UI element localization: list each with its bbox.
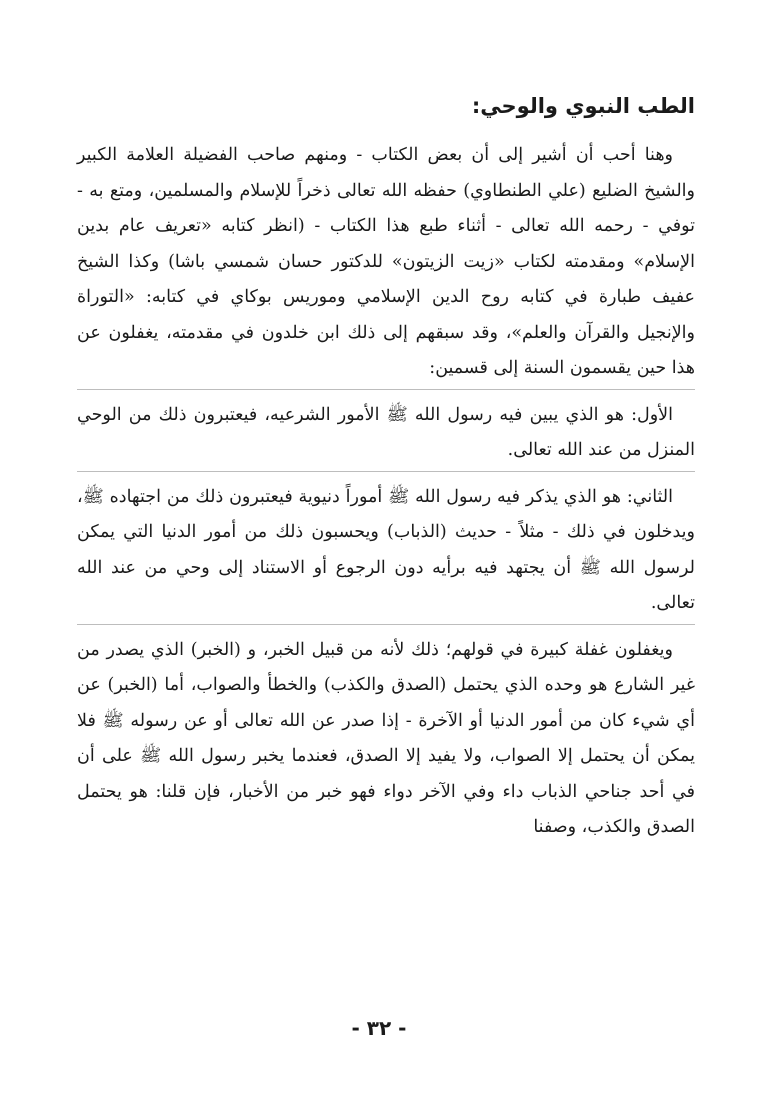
section-divider (77, 389, 695, 390)
rebuttal-paragraph: ويغفلون غفلة كبيرة في قولهم؛ ذلك لأنه من قبيل الخبر، و (الخبر) الذي يصدر من غير الشارع هو وحده الذي يحتمل (الصدق والكذب) والخطأ والصواب، أما (الخبر) عن أي شيء كان من أمور الدنيا أو الآخرة - إذا صدر عن الله تعالى أو عن رسوله ﷺ فلا يمكن أن يحتمل إلا الصواب، ولا يفيد إلا الصدق، فعندما يخبر رسول الله ﷺ على أن في أحد جناحي الذباب داء وفي الآخر دواء فهو خبر من الأخبار، فإن قلنا: هو يحتمل الصدق والكذب، وصفنا (77, 639, 695, 837)
page-number: - ٣٢ - (351, 1016, 407, 1040)
section-divider (77, 624, 695, 625)
section-heading: الطب النبوي والوحي: (471, 94, 695, 118)
section-divider (77, 471, 695, 472)
page-body (77, 88, 695, 846)
second-category-paragraph: الثاني: هو الذي يذكر فيه رسول الله ﷺ أموراً دنيوية فيعتبرون ذلك من اجتهاده ﷺ، ويدخلون في ذلك - مثلاً - حديث (الذباب) ويحسبون ذلك من أمور الدنيا التي يمكن لرسول الله ﷺ أن يجتهد فيه برأيه دون الرجوع أو الاستناد إلى وحي من عند الله تعالى. (77, 486, 695, 613)
first-category-paragraph: الأول: هو الذي يبين فيه رسول الله ﷺ الأمور الشرعيه، فيعتبرون ذلك من الوحي المنزل من عند الله تعالى. (77, 404, 695, 460)
intro-paragraph: وهنا أحب أن أشير إلى أن بعض الكتاب - ومنهم صاحب الفضيلة العلامة الكبير والشيخ الضليع (علي الطنطاوي) حفظه الله تعالى ذخراً للإسلام والمسلمين، ومتع به - توفي - رحمه الله تعالى - أثناء طبع هذا الكتاب - (انظر كتابه «تعريف عام بدين الإسلام» ومقدمته لكتاب «زيت الزيتون» للدكتور حسان شمسي باشا) وكذا الشيخ عفيف طبارة في كتابه روح الدين الإسلامي وموريس بوكاي في كتابه: «التوراة والإنجيل والقرآن والعلم»، وقد سبقهم إلى ذلك ابن خلدون في مقدمته، يغفلون عن هذا حين يقسمون السنة إلى قسمين: (77, 145, 695, 378)
